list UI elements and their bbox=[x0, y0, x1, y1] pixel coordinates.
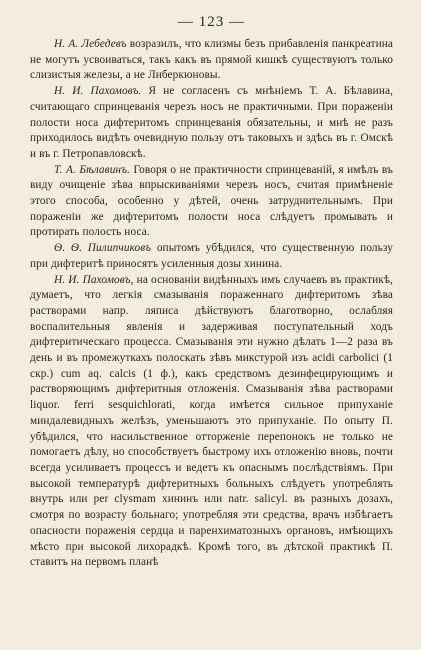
speaker-name: Т. А. Бѣлавинъ. bbox=[54, 163, 131, 176]
paragraph-belavin bbox=[30, 163, 393, 242]
speaker-name: Н. И. Пахомовъ. bbox=[54, 85, 142, 98]
speaker-name: Н. А. Лебедевъ bbox=[54, 38, 127, 50]
paragraph-pilipchikov bbox=[30, 241, 393, 272]
speaker-name: Ѳ. Ѳ. Пилипчиковъ bbox=[54, 242, 152, 255]
paragraph-text: Я не согласенъ съ мнѣніемъ Т. А. Бѣлавина, считающаго спринцеванія черезъ носъ не практичными. При пораженіи полости носа дифтеритомъ спринцеванія обязательны, и мнѣ не разъ приходилось видѣть очевидную пользу отъ таковыхъ и здѣсь въ г. Омскѣ и въ г. Петропавловскѣ. bbox=[30, 85, 394, 160]
paragraph-lebedev bbox=[30, 37, 393, 84]
paragraph-pakhomov-2 bbox=[30, 273, 393, 571]
paragraph-text: опытомъ убѣдился, что существенную пользу при дифтеритѣ приносятъ усиленныя дозы хинина. bbox=[30, 242, 393, 270]
paragraph-text: возразилъ, что клизмы безъ прибавленія панкреатина не могутъ усвоиваться, такъ какъ въ прямой кишкѣ существуютъ только слизистыя железы, а не Либеркюновы. bbox=[30, 38, 393, 82]
paragraph-text: на основаніи видѣнныхъ имъ случаевъ въ практикѣ, думаетъ, что легкія смазыванія пораженнаго дифтеритомъ зѣва растворами напр. ляписа дѣйствуютъ благотворно, ослабляя воспалительныя явленія и задерживая поступательный ходъ дифтеритическаго процесса. Смазыванія эти нужно дѣлать 1—2 раза въ день и въ промежуткахъ полоскать зѣвъ микстурой изъ acidi carbolici (1 скр.) cum aq. calcis (1 ф.), какъ средствомъ дезинфецирующимъ и растворяющимъ дифтеритныя отложенія. Смазыванія зѣва растворами liquor. ferri sesquichlorati, когда имѣется сильное припуханіе миндалевидныхъ желѣзъ, уменьшаютъ это припуханіе. По опыту П. убѣдился, что насильственное отторженіе перепонокъ не только не помогаетъ дѣлу, но способствуетъ быстрому ихъ отложенію вновь, почти всегда усиливаетъ процессъ и ведетъ къ опаснымъ послѣдствіямъ. При высокой температурѣ дифтеритныхъ больныхъ слѣдуетъ употреблять внутрь или per clysmam хининъ или natr. salicyl. въ разныхъ дозахъ, смотря по возрасту больнаго; употребляя эти средства, врачъ избѣгаетъ опасности пораженія сердца и паренхиматозныхъ органовъ, имѣющихъ мѣсто при высокой лихорадкѣ. Кромѣ того, въ дѣтской практикѣ П. ставитъ на первомъ планѣ bbox=[30, 273, 394, 569]
speaker-name: Н. И. Пахомовъ, bbox=[54, 273, 134, 286]
paragraph-text: Говоря о не практичности спринцеваній, я имѣлъ въ виду очищеніе зѣва впрыскиваніями черезъ носъ, считая примѣненіе этого способа, особенно у дѣтей, очень затруднительнымъ. При пораженіи же дифтеритомъ полости носа слѣдуетъ промывать и протирать полость носа. bbox=[30, 163, 393, 239]
paragraph-pakhomov-1 bbox=[30, 84, 393, 163]
page-number: — 123 — bbox=[178, 14, 245, 30]
